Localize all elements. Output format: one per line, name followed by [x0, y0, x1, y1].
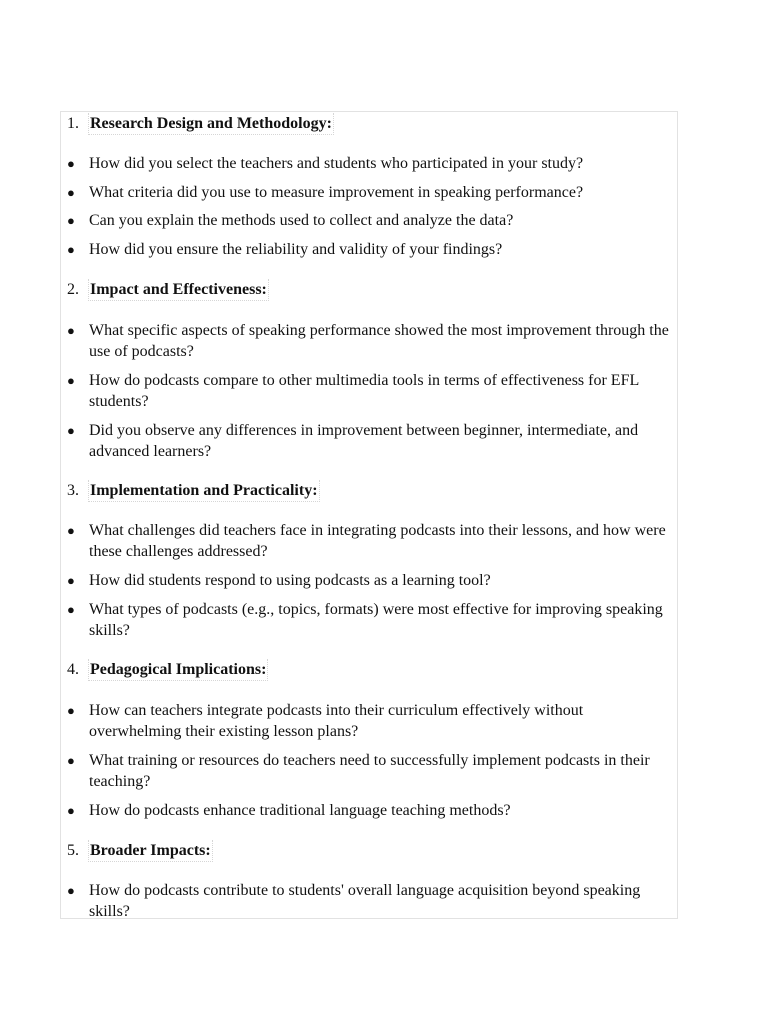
question-text: What training or resources do teachers need to successfully implement podcasts in their teaching? — [89, 752, 650, 790]
section-title: Pedagogical Implications: — [88, 659, 268, 681]
section-title: Implementation and Practicality: — [88, 480, 320, 502]
bullet-icon: ● — [67, 523, 75, 538]
question-text: How do podcasts enhance traditional language teaching methods? — [89, 802, 511, 819]
question-text: How do podcasts compare to other multimedia tools in terms of effectiveness for EFL students? — [89, 372, 639, 410]
section-title: Research Design and Methodology: — [88, 113, 334, 135]
bullet-icon: ● — [67, 423, 75, 438]
document-content — [60, 111, 678, 919]
bullet-icon: ● — [67, 602, 75, 617]
question-text: What types of podcasts (e.g., topics, formats) were most effective for improving speaking skills? — [89, 601, 663, 639]
bullet-icon: ● — [67, 323, 75, 338]
question-text: How did you ensure the reliability and validity of your findings? — [89, 241, 503, 258]
question-text: What specific aspects of speaking performance showed the most improvement through the use of podcasts? — [89, 322, 669, 360]
bullet-icon: ● — [67, 703, 75, 718]
bullet-icon: ● — [67, 803, 75, 818]
bullet-icon: ● — [67, 883, 75, 898]
bullet-icon: ● — [67, 242, 75, 257]
question-text: What challenges did teachers face in integrating podcasts into their lessons, and how were these challenges addressed? — [89, 522, 666, 560]
bullet-icon: ● — [67, 185, 75, 200]
bullet-icon: ● — [67, 156, 75, 171]
section-title: Broader Impacts: — [88, 840, 213, 862]
section-number: 4. — [67, 661, 79, 678]
section-number: 2. — [67, 281, 79, 298]
section-number: 3. — [67, 482, 79, 499]
question-text: How do podcasts contribute to students' overall language acquisition beyond speaking skills? — [89, 882, 641, 920]
bullet-icon: ● — [67, 573, 75, 588]
section-number: 1. — [67, 115, 79, 132]
bullet-icon: ● — [67, 373, 75, 388]
question-text: What criteria did you use to measure improvement in speaking performance? — [89, 184, 584, 201]
question-text: How did you select the teachers and students who participated in your study? — [89, 155, 584, 172]
section-number: 5. — [67, 842, 79, 859]
section-title: Impact and Effectiveness: — [88, 279, 269, 301]
question-text: How can teachers integrate podcasts into their curriculum effectively without overwhelming their existing lesson plans? — [89, 702, 584, 740]
question-text: How did students respond to using podcasts as a learning tool? — [89, 572, 491, 589]
bullet-icon: ● — [67, 213, 75, 228]
bullet-icon: ● — [67, 753, 75, 768]
question-text: Can you explain the methods used to collect and analyze the data? — [89, 212, 514, 229]
question-text: Did you observe any differences in improvement between beginner, intermediate, and advanced learners? — [89, 422, 639, 460]
